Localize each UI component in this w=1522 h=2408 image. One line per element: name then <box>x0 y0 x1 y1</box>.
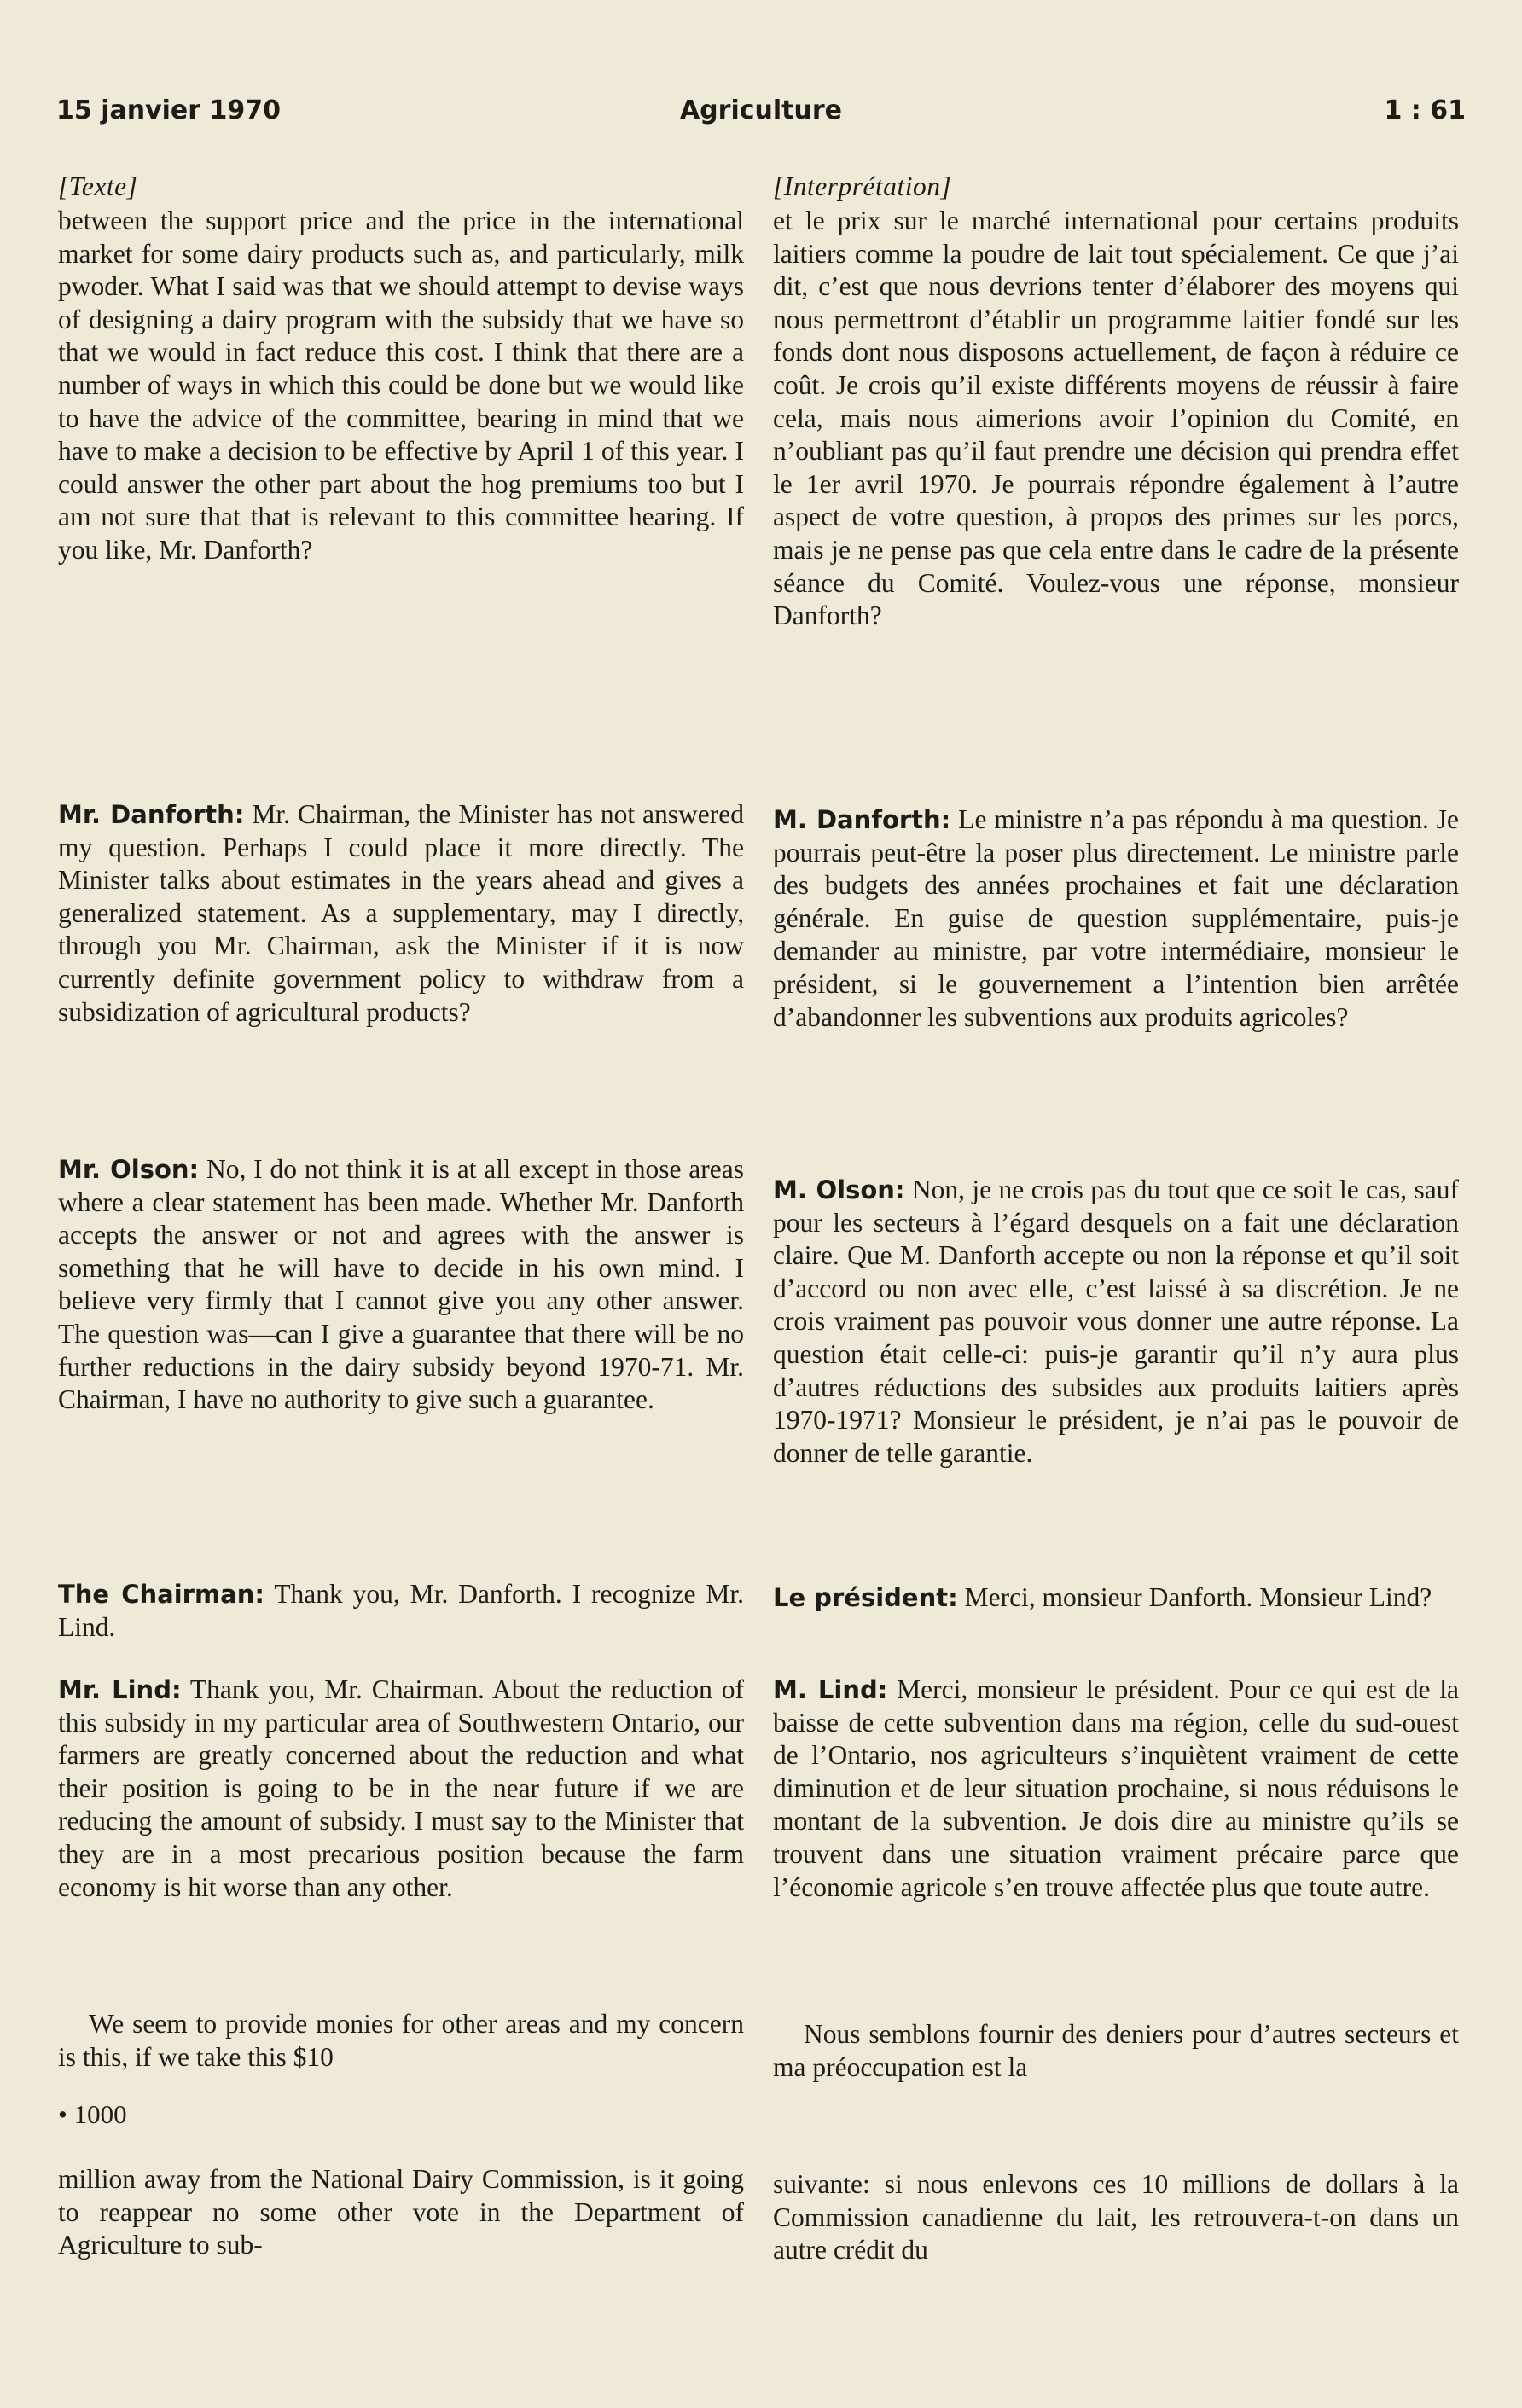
speaker-name: The Chairman: <box>58 1580 264 1609</box>
speech-olson <box>773 1174 1459 1470</box>
speech-lind <box>58 1674 744 1904</box>
speech-president <box>773 1581 1459 1615</box>
speech-text: Thank you, Mr. Chairman. About the reduction of this subsidy in my particular area of Southwestern Ontario, our farmers are greatly concerned about the reduction and what their position is going to be in the near future if we are reducing the amount of subsidy. I must say to the Minister that they are in a most precarious position because the farm economy is hit worse than any other. <box>58 1674 745 1902</box>
speaker-name: M. Danforth: <box>773 805 951 834</box>
paragraph: Nous semblons fournir des deniers pour d’autres secteurs et ma préoccupation est la <box>773 2019 1459 2082</box>
speaker-name: M. Lind: <box>773 1675 888 1704</box>
speech-text: No, I do not think it is at all except in those areas where a clear statement has been made. Whether Mr. Danforth accepts the answer or not and agrees with the answer is something that he will have to decide in his own mind. I believe very firmly that I cannot give you any other answer. The question was—can I give a guarantee that there will be no further reductions in the dairy subsidy beyond 1970-71. Mr. Chairman, I have no authority to give such a guarantee. <box>58 1154 744 1415</box>
speech-text: Non, je ne crois pas du tout que ce soit le cas, sauf pour les secteurs à l’égard desquels on a fait une déclaration claire. Que M. Danforth accepte ou non la réponse et qu’il soit d’accord ou non avec elle, c’est laissé à sa discrétion. Je ne crois vraiment pas pouvoir vous donner une autre réponse. La question était celle-ci: puis-je garantir qu’il n’y aura plus d’autres réductions des subsides aux produits laitiers après 1970-1971? Monsieur le président, je n’ai pas le pouvoir de donner de telle garantie. <box>773 1175 1460 1468</box>
header-title: Agriculture <box>679 96 843 125</box>
paragraph: suivante: si nous enlevons ces 10 millions de dollars à la Commission canadienne du lait, les retrouvera-t-on dans un autre crédit du <box>773 2169 1459 2266</box>
paragraph: et le prix sur le marché international pour certains produits laitiers comme la poudre de lait tout spécialement. Ce que j’ai dit, c’est que nous devrions tenter d’élaborer des moyens qui nous permettront d’établir un programme laitier fondé sur les fonds dont nous disposons actuellement, de façon à réduire ce coût. Je crois qu’il existe différents moyens de réussir à faire cela, mais nous aimerions avoir l’opinion du Comité, en n’oubliant pas qu’il faut prendre une décision qui prendra effet le 1er avril 1970. Je pourrais répondre également à l’autre aspect de votre question, à propos des primes sur les porcs, mais je ne pense pas que cela entre dans le cadre de la présente séance du Comité. Voulez-vous une réponse, monsieur Danforth? <box>773 206 1459 631</box>
running-header <box>56 96 1466 138</box>
section-tag: [Texte] <box>58 171 138 201</box>
speech-text: Le ministre n’a pas répondu à ma question. Je pourrais peut-être la poser plus directement. Le ministre parle des budgets des années prochaines et fait une déclaration générale. En guise de question supplémentaire, puis-je demander au ministre, par votre intermédiaire, monsieur le président, si le gouvernement a l’intention bien arrêtée d’abandonner les subventions aux produits agricoles? <box>773 804 1459 1032</box>
speaker-name: Mr. Olson: <box>58 1155 200 1184</box>
speech-olson <box>58 1153 744 1417</box>
speech-text: Merci, monsieur le président. Pour ce qui est de la baisse de cette subvention dans ma région, celle du sud-ouest de l’Ontario, nos agriculteurs s’inquiètent vraiment de cette diminution et de leur situation prochaine, si nous réduisons le montant de la subvention. Je dois dire au ministre qu’ils se trouvent dans une situation vraiment précaire parce que l’économie agricole s’en trouve affectée plus que toute autre. <box>773 1674 1459 1902</box>
paragraph: between the support price and the price in the international market for some dairy products such as, and particularly, milk pwoder. What I said was that we should attempt to devise ways of designing a dairy program with the subsidy that we have so that we would in fact reduce this cost. I think that there are a number of ways in which this could be done but we would like to have the advice of the committee, bearing in mind that we have to make a decision to be effective by April 1 of this year. I could answer the other part about the hog premiums too but I am not sure that that is relevant to this committee hearing. If you like, Mr. Danforth? <box>58 206 744 565</box>
paragraph: million away from the National Dairy Commission, is it going to reappear no some other vote in the Department of Agriculture to sub- <box>58 2164 744 2260</box>
speaker-name: Le président: <box>773 1583 958 1612</box>
speaker-name: Mr. Danforth: <box>58 800 245 829</box>
paragraph: We seem to provide monies for other areas and my concern is this, if we take this $10 <box>58 2009 744 2072</box>
speech-chairman <box>58 1578 744 1644</box>
speaker-name: M. Olson: <box>773 1175 905 1204</box>
speech-danforth <box>773 804 1459 1034</box>
section-tag: [Interprétation] <box>773 171 952 201</box>
speech-danforth <box>58 798 744 1029</box>
speaker-name: Mr. Lind: <box>58 1675 182 1704</box>
header-page-number: 1 : 61 <box>1384 96 1466 125</box>
speech-text: Thank you, Mr. Danforth. I recognize Mr. Lind. <box>58 1579 744 1642</box>
speech-text: Mr. Chairman, the Minister has not answered my question. Perhaps I could place it more directly. The Minister talks about estimates in the years ahead and gives a generalized statement. As a supplementary, may I directly, through you Mr. Chairman, ask the Minister if it is now currently definite government policy to withdraw from a subsidization of agricultural products? <box>58 799 744 1027</box>
header-date: 15 janvier 1970 <box>56 96 281 125</box>
speech-lind <box>773 1674 1459 1904</box>
time-marker: • 1000 <box>58 2099 127 2129</box>
speech-text: Merci, monsieur Danforth. Monsieur Lind? <box>964 1582 1432 1612</box>
